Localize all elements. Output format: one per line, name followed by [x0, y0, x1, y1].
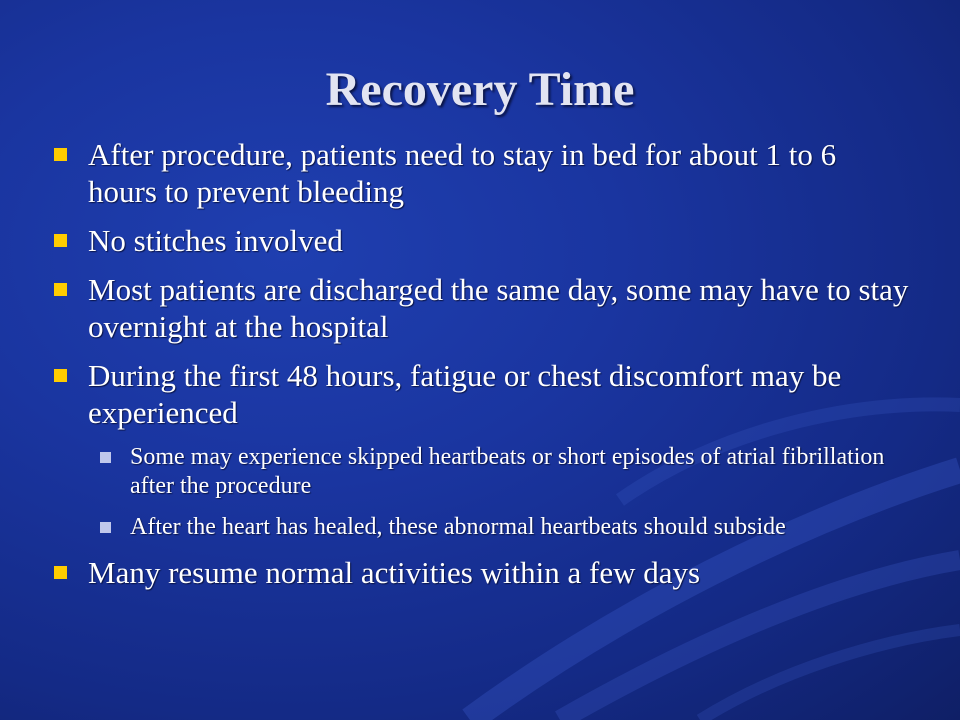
- square-bullet-icon: [54, 148, 67, 161]
- bullet-item: [50, 554, 910, 591]
- square-sub-bullet-icon: [100, 522, 111, 533]
- bullet-item: [50, 136, 910, 210]
- bullet-text: Most patients are discharged the same day, some may have to stay overnight at the hospital: [88, 272, 909, 344]
- bullet-text: During the first 48 hours, fatigue or chest discomfort may be experienced: [88, 358, 842, 430]
- sub-bullet-text: Some may experience skipped heartbeats or short episodes of atrial fibrillation after the procedure: [130, 444, 885, 499]
- sub-bullet-item: [50, 513, 910, 542]
- bullet-item: [50, 222, 910, 259]
- square-sub-bullet-icon: [100, 452, 111, 463]
- bullet-item: [50, 357, 910, 431]
- square-bullet-icon: [54, 234, 67, 247]
- square-bullet-icon: [54, 369, 67, 382]
- slide-content: [50, 136, 910, 603]
- sub-bullet-text: After the heart has healed, these abnormal heartbeats should subside: [130, 514, 786, 540]
- bullet-text: Many resume normal activities within a few days: [88, 555, 701, 590]
- bullet-item: [50, 271, 910, 345]
- slide-title: Recovery Time: [325, 63, 635, 116]
- bullet-text: No stitches involved: [88, 223, 343, 258]
- square-bullet-icon: [54, 566, 67, 579]
- square-bullet-icon: [54, 283, 67, 296]
- bullet-text: After procedure, patients need to stay in bed for about 1 to 6 hours to prevent bleeding: [88, 137, 837, 209]
- sub-bullet-item: [50, 443, 910, 501]
